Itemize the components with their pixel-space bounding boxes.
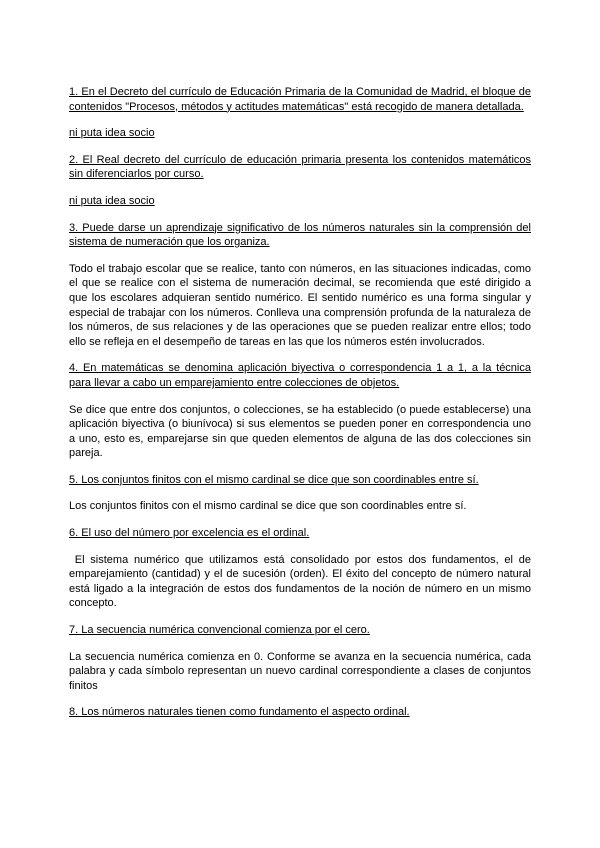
explanation-3: Todo el trabajo escolar que se realice, tanto con números, en las situaciones indicadas, como el que se realice con el sistema de numeración decimal, se recomienda que esté dirigido a que los escolares adquieran sentido numérico. El sentido numérico es una forma singular y especial de trabajar con los números. Conlleva una comprensión profunda de la naturaleza de los números, de sus relaciones y de las operaciones que se pueden realizar entre ellos; todo ello se refleja en el desempeño de tareas en las que los números estén involucrados. — [69, 262, 531, 348]
statement-7: 7. La secuencia numérica convencional comienza por el cero. — [69, 624, 370, 637]
explanation-5: Los conjuntos finitos con el mismo cardinal se dice que son coordinables entre sí. — [69, 500, 467, 513]
answer-2: ni puta idea socio — [69, 194, 155, 207]
statement-8: 8. Los números naturales tienen como fundamento el aspecto ordinal. — [69, 706, 410, 719]
explanation-6: El sistema numérico que utilizamos está consolidado por estos dos fundamentos, el de emparejamiento (cantidad) y el de sucesión (orden). El éxito del concepto de número natural está ligado a la integración de estos dos fundamentos de la noción de número en un mismo concepto. — [69, 553, 531, 610]
statement-4: 4. En matemáticas se denomina aplicación biyectiva o correspondencia 1 a 1, a la técnica para llevar a cabo un emparejamiento entre colecciones de objetos. — [69, 362, 531, 389]
statement-6: 6. El uso del número por excelencia es el ordinal. — [69, 527, 310, 540]
statement-3: 3. Puede darse un aprendizaje significativo de los números naturales sin la comprensión del sistema de numeración que los organiza. — [69, 221, 531, 249]
statement-1: 1. En el Decreto del currículo de Educación Primaria de la Comunidad de Madrid, el bloque de contenidos "Procesos, métodos y actitudes matemáticas" está recogido de manera detallada. — [69, 86, 531, 113]
statement-2: 2. El Real decreto del currículo de educación primaria presenta los contenidos matemáticos sin diferenciarlos por curso. — [69, 153, 531, 181]
explanation-7: La secuencia numérica comienza en 0. Conforme se avanza en la secuencia numérica, cada palabra y cada símbolo representan un nuevo cardinal correspondiente a clases de conjuntos finitos — [69, 650, 531, 692]
document-page — [69, 85, 531, 732]
explanation-4: Se dice que entre dos conjuntos, o colecciones, se ha establecido (o puede establecerse) una aplicación biyectiva (o biunívoca) si sus elementos se pueden poner en correspondencia uno a uno, esto es, emparejarse sin que queden elementos de alguna de las dos colecciones sin pareja. — [69, 403, 531, 460]
answer-1: ni puta idea socio — [69, 127, 155, 140]
statement-5: 5. Los conjuntos finitos con el mismo cardinal se dice que son coordinables entre sí. — [69, 473, 479, 486]
